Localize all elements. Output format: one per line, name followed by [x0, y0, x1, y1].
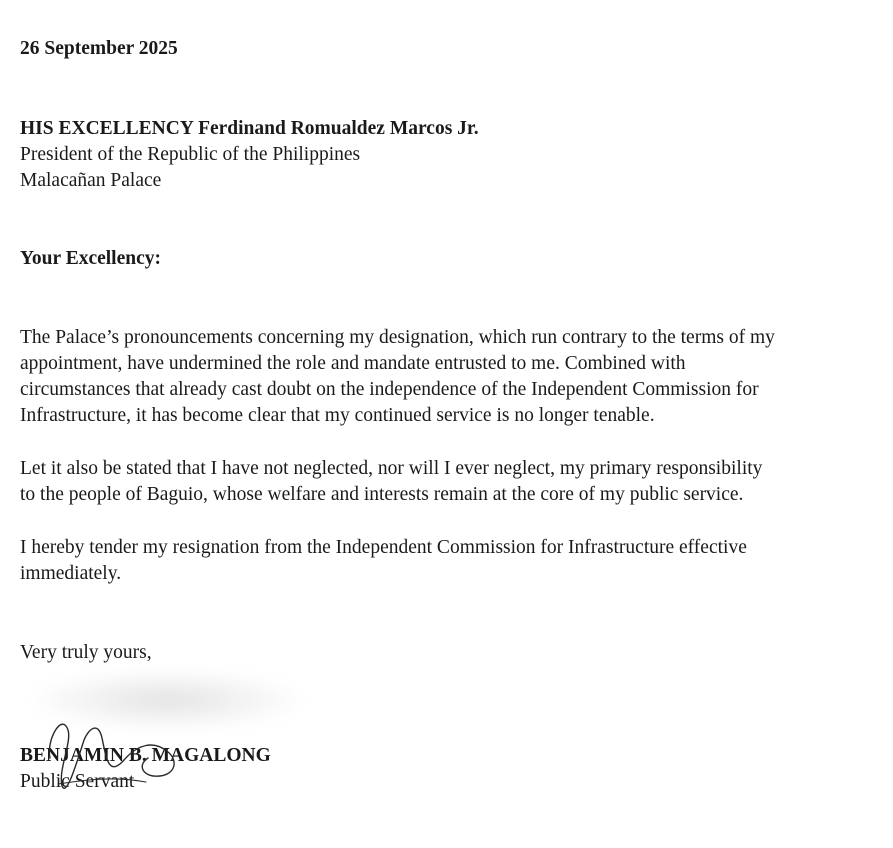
- letter-date: 26 September 2025: [20, 38, 178, 59]
- body-paragraph-3: [20, 535, 880, 587]
- paragraph-line: I hereby tender my resignation from the Independent Commission for Infrastructure effective: [20, 537, 747, 558]
- signatory-position: Public Servant: [20, 771, 135, 792]
- paragraph-line: appointment, have undermined the role and mandate entrusted to me. Combined with: [20, 353, 686, 374]
- salutation: Your Excellency:: [20, 248, 161, 269]
- closing: Very truly yours,: [20, 642, 152, 663]
- recipient-address: Malacañan Palace: [20, 170, 162, 191]
- body-paragraph-2: [20, 456, 880, 508]
- paragraph-line: immediately.: [20, 563, 122, 584]
- paragraph-line: circumstances that already cast doubt on the independence of the Independent Commission for: [20, 379, 759, 400]
- body-paragraph-1: [20, 325, 880, 429]
- signatory-name: BENJAMIN B. MAGALONG: [20, 745, 271, 766]
- paragraph-line: Infrastructure, it has become clear that my continued service is no longer tenable.: [20, 405, 655, 426]
- recipient-name: HIS EXCELLENCY Ferdinand Romualdez Marcos Jr.: [20, 118, 479, 139]
- letter-page: [20, 0, 886, 848]
- handwritten-signature: [28, 700, 228, 810]
- recipient-title: President of the Republic of the Philippines: [20, 144, 361, 165]
- paragraph-line: to the people of Baguio, whose welfare and interests remain at the core of my public service.: [20, 484, 744, 505]
- paragraph-line: The Palace’s pronouncements concerning my designation, which run contrary to the terms of my: [20, 327, 775, 348]
- paragraph-line: Let it also be stated that I have not neglected, nor will I ever neglect, my primary responsibility: [20, 458, 763, 479]
